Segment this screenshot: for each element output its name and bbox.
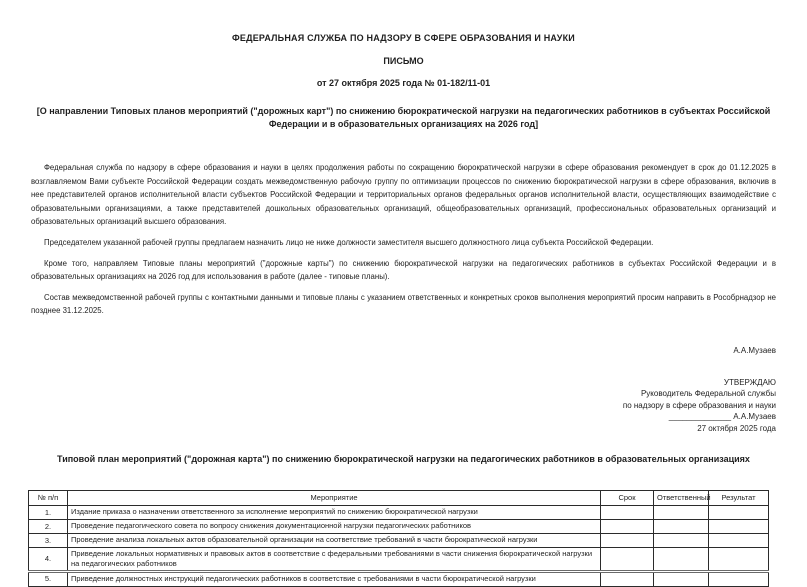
row-number: 1. bbox=[29, 505, 68, 519]
paragraph-1: Федеральная служба по надзору в сфере образования и науки в целях продолжения работы по сокращению бюрократической нагрузки в сфере образования рекомендует в срок до 01.12.2025 в возглавляемом Вами субъекте Российской Федерации создать межведомственную рабочую группу по оптимизации процессов по снижению бюрократической нагрузки в сфере образования, включив в нее представителей органов исполнительной власти субъектов Российской Федерации и территориальных органов федеральных органов исполнительной власти, осуществляющих взаимодействие с образовательными организациями, а также представителей дошкольных образовательных организаций, общеобразовательных организаций, профессиональных образовательных организаций и образовательных организаций высшего образования. bbox=[31, 163, 776, 227]
paragraph-2: Председателем указанной рабочей группы предлагаем назначить лицо не ниже должности заместителя высшего должностного лица субъекта Российской Федерации. bbox=[44, 237, 654, 247]
plan-title: Типовой план мероприятий ("дорожная карта") по снижению бюрократической нагрузки на педагогических работников в образовательных организациях bbox=[57, 453, 750, 464]
row-responsible-cell bbox=[654, 519, 709, 533]
row-event: Приведение должностных инструкций педагогических работников в соответствие с требованиями в части бюрократической нагрузки bbox=[68, 571, 601, 586]
approval-label: УТВЕРЖДАЮ bbox=[723, 377, 776, 387]
signature-name: А.А.Музаев bbox=[733, 345, 776, 355]
row-term-cell bbox=[601, 547, 654, 571]
column-header-term: Срок bbox=[601, 490, 654, 505]
table-row bbox=[29, 519, 769, 533]
row-term-cell bbox=[601, 571, 654, 586]
column-header-result: Результат bbox=[709, 490, 769, 505]
row-number: 4. bbox=[29, 547, 68, 571]
row-responsible-cell bbox=[654, 505, 709, 519]
row-term-cell bbox=[601, 519, 654, 533]
row-term-cell bbox=[601, 505, 654, 519]
row-result-cell bbox=[709, 571, 769, 586]
table-row bbox=[29, 533, 769, 547]
row-responsible-cell bbox=[654, 533, 709, 547]
approval-position-line1: Руководитель Федеральной службы bbox=[640, 389, 776, 399]
row-event: Проведение анализа локальных актов образовательной организации на соответствие требований в части бюрократической нагрузки bbox=[68, 533, 601, 547]
column-header-number: № п/п bbox=[29, 490, 68, 505]
table-row bbox=[29, 547, 769, 571]
letterhead bbox=[31, 33, 776, 88]
row-number: 3. bbox=[29, 533, 68, 547]
table-row bbox=[29, 571, 769, 586]
row-event: Издание приказа о назначении ответственного за исполнение мероприятий по снижению бюрократической нагрузки bbox=[68, 505, 601, 519]
column-header-responsible: Ответственный bbox=[654, 490, 709, 505]
approval-block bbox=[31, 377, 776, 434]
row-number: 5. bbox=[29, 571, 68, 586]
approval-position-line2: по надзору в сфере образования и науки bbox=[622, 400, 776, 410]
letter-body bbox=[31, 161, 776, 318]
table-row bbox=[29, 505, 769, 519]
row-result-cell bbox=[709, 547, 769, 571]
document-date-number: от 27 октября 2025 года № 01-182/11-01 bbox=[316, 78, 491, 88]
row-result-cell bbox=[709, 533, 769, 547]
approval-date: 27 октября 2025 года bbox=[697, 423, 776, 433]
row-event: Приведение локальных нормативных и правовых актов в соответствие с федеральными требованиями в части снижения бюрократической нагрузки на педагогических работников bbox=[68, 547, 601, 571]
table-header-row bbox=[29, 490, 769, 505]
plan-table bbox=[28, 490, 769, 587]
row-term-cell bbox=[601, 533, 654, 547]
row-responsible-cell bbox=[654, 547, 709, 571]
row-result-cell bbox=[709, 519, 769, 533]
column-header-event: Мероприятие bbox=[68, 490, 601, 505]
document-subject: [О направлении Типовых планов мероприятий ("дорожных карт") по снижению бюрократической нагрузки на педагогических работников в субъектах Российской Федерации и в образовательных организациях на 2026 год] bbox=[36, 106, 771, 129]
row-number: 2. bbox=[29, 519, 68, 533]
approval-sign-line: ______________ А.А.Музаев bbox=[668, 412, 776, 422]
issuing-authority: ФЕДЕРАЛЬНАЯ СЛУЖБА ПО НАДЗОРУ В СФЕРЕ ОБРАЗОВАНИЯ И НАУКИ bbox=[232, 33, 575, 43]
row-result-cell bbox=[709, 505, 769, 519]
paragraph-4: Состав межведомственной рабочей группы с контактными данными и типовые планы с указанием ответственных и конкретных сроков выполнения мероприятий просим направить в Рособрнадзор не позднее 31.12.2025. bbox=[31, 292, 776, 316]
row-event: Проведение педагогического совета по вопросу снижения документационной нагрузки педагогических работников bbox=[68, 519, 601, 533]
document-type: ПИСЬМО bbox=[383, 56, 424, 66]
paragraph-3: Кроме того, направляем Типовые планы мероприятий ("дорожные карты") по снижению бюрократической нагрузки на педагогических работников в субъектах Российской Федерации и в образовательных организациях на 2026 год для использования в работе (далее - типовые планы). bbox=[31, 258, 776, 282]
row-responsible-cell bbox=[654, 571, 709, 586]
